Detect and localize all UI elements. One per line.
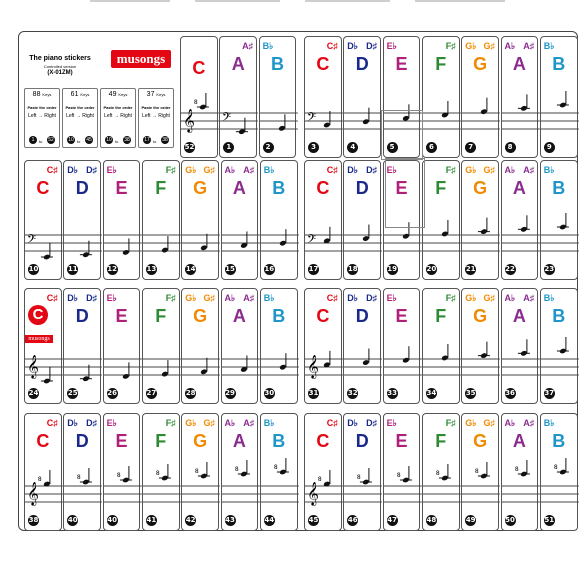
key-sticker-c (24, 413, 62, 531)
key-number-badge: 24 (28, 389, 39, 397)
key-number-badge: 40 (107, 516, 117, 524)
note-name: A (512, 178, 526, 198)
key-number-badge: 17 (308, 265, 319, 273)
key-number-badge: 4 (347, 142, 358, 153)
flat-label: G♭ (465, 165, 477, 175)
treble-clef-icon: 𝄞 (183, 108, 195, 132)
key-sticker-e (383, 413, 421, 531)
key-number-badge: 35 (465, 389, 476, 397)
octave-mark: 8 (514, 466, 519, 473)
flat-label: A♭ (224, 418, 236, 428)
key-number-badge: 5 (387, 142, 398, 153)
guide-count: 49 Keys (108, 91, 128, 98)
key-number-badge: 14 (185, 265, 196, 273)
sharp-label: G♯ (483, 418, 495, 428)
sharp-label: F♯ (445, 418, 456, 428)
small-brand-logo: musongs (25, 335, 53, 343)
note-name: G (473, 178, 488, 198)
octave-mark: 8 (116, 472, 121, 479)
octave-mark: 8 (195, 468, 199, 475)
guide-to-badge: 38 (162, 137, 168, 143)
key-number-badge: 37 (544, 389, 555, 397)
guide-direction: Left → Right (66, 113, 94, 119)
key-sticker-g (461, 288, 499, 404)
bass-clef-icon: 𝄢 (27, 233, 37, 249)
sharp-label: A♯ (243, 165, 255, 175)
sharp-label: D♯ (86, 293, 98, 303)
guide-count: 37 Keys (146, 91, 166, 98)
note-name: B (552, 431, 566, 451)
key-number-badge: 29 (225, 389, 235, 397)
sharp-label: G♯ (483, 41, 495, 51)
note-name: B (552, 178, 566, 198)
guide-paste-label: Paste the order (141, 105, 171, 110)
guide-direction: Left → Right (104, 113, 132, 119)
key-sticker-c (24, 160, 62, 280)
note-name: B (552, 306, 566, 326)
octave-mark: 8 (37, 476, 42, 483)
note-name: A (512, 54, 526, 74)
key-sticker-a (501, 413, 539, 531)
sharp-label: C♯ (46, 165, 58, 175)
flat-label: B♭ (263, 293, 275, 303)
note-name: E (395, 54, 408, 74)
note-name: G (473, 54, 488, 74)
note-name: B (272, 306, 286, 326)
sharp-label: F♯ (165, 293, 176, 303)
key-sticker-d (343, 288, 381, 404)
sharp-label: F♯ (445, 165, 456, 175)
key-sticker-a (221, 160, 259, 280)
flat-label: E♭ (106, 293, 117, 303)
key-sticker-b (540, 36, 578, 158)
note-name: F (155, 431, 167, 451)
note-name: E (115, 178, 128, 198)
sharp-label: D♯ (366, 165, 378, 175)
key-number-badge: 31 (308, 389, 319, 397)
note-name: D (75, 178, 89, 198)
flat-label: B♭ (543, 41, 555, 51)
note-name: G (193, 306, 208, 326)
key-sticker-g (461, 413, 499, 531)
key-sticker-f (142, 288, 180, 404)
key-sticker-d (343, 413, 381, 531)
key-sticker-e (383, 288, 421, 404)
sharp-label: A♯ (242, 41, 254, 51)
key-sticker-g (181, 413, 219, 531)
key-sticker-f (422, 160, 460, 280)
note-name: A (232, 306, 246, 326)
octave-mark: 8 (396, 472, 401, 479)
guide-count: 61 Keys (70, 91, 90, 98)
key-sticker-a (501, 160, 539, 280)
guide-paste-label: Paste the order (27, 105, 57, 110)
octave-mark: 8 (553, 464, 558, 471)
treble-clef-icon: 𝄞 (27, 354, 39, 378)
bass-clef-icon: 𝄢 (222, 111, 232, 127)
octave-mark: 8 (155, 470, 160, 477)
key-sticker-d (63, 160, 101, 280)
staff-notation (502, 466, 540, 522)
sharp-label: C♯ (46, 418, 58, 428)
key-number-badge: 21 (465, 265, 476, 273)
key-number-badge: 30 (264, 389, 275, 397)
flat-label: A♭ (504, 41, 516, 51)
staff-notation (222, 221, 260, 271)
top-edge-line (90, 0, 170, 2)
sharp-label: A♯ (243, 418, 255, 428)
key-sticker-g (461, 36, 499, 158)
key-number-badge: 3 (308, 142, 319, 153)
key-sticker-a (221, 413, 259, 531)
note-name: F (435, 54, 447, 74)
sharp-label: A♯ (523, 41, 535, 51)
guide-61-keys (62, 88, 98, 148)
key-sticker-e (103, 160, 141, 280)
key-number-badge: 8 (505, 142, 516, 153)
sharp-label: C♯ (46, 293, 58, 303)
product-title: The piano stickers (29, 55, 91, 62)
flat-label: D♭ (67, 418, 79, 428)
key-sticker-a (221, 288, 259, 404)
note-name: D (355, 431, 369, 451)
guide-paste-label: Paste the order (103, 105, 133, 110)
guide-paste-label: Paste the order (65, 105, 95, 110)
sharp-label: C♯ (326, 418, 338, 428)
key-number-badge: 25 (67, 389, 78, 397)
guide-to-badge: 52 (48, 137, 54, 143)
octave-mark: 8 (193, 99, 198, 106)
key-sticker-g (181, 160, 219, 280)
sharp-label: G♯ (203, 418, 215, 428)
octave-mark: 8 (475, 468, 479, 475)
key-sticker-b (540, 413, 578, 531)
note-name: D (355, 306, 369, 326)
staff-notation (502, 345, 540, 395)
sharp-label: A♯ (523, 165, 535, 175)
key-sticker-c (180, 36, 218, 158)
treble-clef-icon: 𝄞 (307, 481, 319, 505)
octave-mark: 8 (77, 474, 82, 481)
sharp-label: G♯ (483, 293, 495, 303)
key-number-badge: 42 (185, 516, 196, 524)
key-number-badge: 46 (347, 516, 358, 524)
flat-label: E♭ (386, 293, 397, 303)
key-sticker-b (260, 288, 298, 404)
sharp-label: F♯ (165, 418, 176, 428)
sharp-label: D♯ (86, 418, 98, 428)
note-name: G (193, 178, 208, 198)
key-number-badge: 12 (107, 265, 117, 273)
key-sticker-b (260, 160, 298, 280)
key-number-badge: 10 (28, 265, 39, 273)
flat-label: D♭ (347, 165, 359, 175)
key-sticker-b (259, 36, 297, 158)
note-name: D (355, 178, 369, 198)
treble-clef-icon: 𝄞 (27, 481, 39, 505)
top-edge-line (195, 0, 280, 2)
product-model: (X-01ZM) (47, 70, 73, 76)
note-name: C (36, 431, 50, 451)
note-name: F (435, 178, 447, 198)
key-number-badge: 6 (426, 142, 437, 153)
key-sticker-b (540, 160, 578, 280)
key-number-badge: 50 (505, 516, 515, 524)
key-sticker-c (304, 160, 342, 280)
note-name: C (316, 178, 330, 198)
key-number-badge: 20 (426, 265, 437, 273)
note-name: B (272, 431, 286, 451)
sharp-label: C♯ (326, 293, 338, 303)
guide-from-badge: 10 (68, 137, 74, 143)
flat-label: E♭ (386, 41, 397, 51)
key-number-badge: 26 (107, 389, 117, 397)
note-name: G (473, 431, 488, 451)
flat-label: D♭ (67, 293, 79, 303)
key-sticker-b (540, 288, 578, 404)
note-name: C (36, 178, 50, 198)
key-sticker-e (103, 413, 141, 531)
flat-label: B♭ (543, 165, 555, 175)
product-info (24, 55, 96, 76)
flat-label: D♭ (347, 293, 359, 303)
key-sticker-f (142, 160, 180, 280)
key-number-badge: 23 (544, 265, 555, 273)
flat-label: A♭ (504, 165, 516, 175)
key-number-badge: 18 (347, 265, 358, 273)
sharp-label: C♯ (326, 165, 338, 175)
key-sticker-c (304, 413, 342, 531)
product-subtitle: Controlled version (43, 64, 77, 69)
bass-clef-icon: 𝄢 (307, 233, 317, 249)
note-name: C (316, 54, 330, 74)
key-number-badge: 44 (264, 516, 275, 524)
key-sticker-a (219, 36, 257, 158)
key-sticker-f (422, 36, 460, 158)
sharp-label: G♯ (483, 165, 495, 175)
note-name: F (435, 431, 447, 451)
top-edge-line (305, 0, 390, 2)
key-number-badge: 34 (426, 389, 437, 397)
key-number-badge: 9 (544, 142, 555, 153)
key-number-badge: 11 (67, 265, 78, 273)
key-number-badge: 15 (225, 265, 235, 273)
note-name: A (231, 54, 245, 74)
flat-label: E♭ (386, 418, 397, 428)
flat-label: A♭ (504, 418, 516, 428)
key-number-badge: 51 (544, 516, 555, 524)
key-number-badge: 32 (347, 389, 358, 397)
key-number-badge: 7 (465, 142, 476, 153)
key-sticker-g (181, 288, 219, 404)
note-name: E (115, 306, 128, 326)
placement-guide-frame (381, 110, 423, 160)
key-number-badge: 16 (264, 265, 275, 273)
flat-label: E♭ (106, 418, 117, 428)
sharp-label: D♯ (366, 293, 378, 303)
key-sticker-b (260, 413, 298, 531)
bass-clef-icon: 𝄢 (307, 111, 317, 127)
key-number-badge: 19 (387, 265, 397, 273)
staff-notation (502, 99, 540, 149)
guide-to-badge: 38 (124, 137, 130, 143)
note-name: A (512, 431, 526, 451)
key-sticker-d (63, 413, 101, 531)
guide-direction: Left → Right (28, 113, 56, 119)
sharp-label: D♯ (366, 418, 378, 428)
note-name: F (435, 306, 447, 326)
key-number-badge: 48 (426, 516, 437, 524)
flat-label: G♭ (465, 293, 477, 303)
key-sticker-g (461, 160, 499, 280)
key-number-badge: 13 (146, 265, 157, 273)
note-name: B (272, 178, 286, 198)
octave-mark: 8 (273, 464, 278, 471)
c-badge-logo: C (28, 305, 48, 325)
flat-label: B♭ (262, 41, 274, 51)
key-sticker-c (304, 36, 342, 158)
guide-49-keys (100, 88, 136, 148)
octave-mark: 8 (357, 474, 362, 481)
flat-label: D♭ (347, 41, 359, 51)
note-name: C (192, 58, 206, 78)
key-number-badge: 47 (387, 516, 397, 524)
key-sticker-f (422, 413, 460, 531)
key-sticker-f (422, 288, 460, 404)
sharp-label: F♯ (165, 165, 176, 175)
key-sticker-f (142, 413, 180, 531)
key-number-badge: 36 (505, 389, 515, 397)
treble-clef-icon: 𝄞 (307, 354, 319, 378)
flat-label: G♭ (185, 293, 197, 303)
note-name: C (316, 431, 330, 451)
key-sticker-c (304, 288, 342, 404)
flat-label: B♭ (263, 418, 275, 428)
note-name: D (75, 306, 89, 326)
note-name: A (232, 178, 246, 198)
guide-37-keys (138, 88, 174, 148)
sharp-label: D♯ (366, 41, 378, 51)
note-name: G (473, 306, 488, 326)
guide-from-badge: 1 (29, 136, 37, 144)
guide-to-label: to (39, 139, 43, 144)
note-name: E (395, 178, 408, 198)
key-sticker-d (343, 160, 381, 280)
flat-label: A♭ (224, 293, 236, 303)
flat-label: G♭ (185, 418, 197, 428)
key-number-badge: 41 (146, 516, 157, 524)
key-number-badge: 49 (465, 516, 476, 524)
flat-label: B♭ (543, 293, 555, 303)
staff-notation (222, 466, 260, 522)
guide-to-label: to (153, 139, 157, 144)
key-number-badge: 28 (185, 389, 196, 397)
note-name: F (155, 306, 167, 326)
key-sticker-d (343, 36, 381, 158)
key-number-badge: 40 (67, 516, 78, 524)
note-name: C (316, 306, 330, 326)
flat-label: D♭ (347, 418, 359, 428)
note-name: D (355, 54, 369, 74)
flat-label: B♭ (543, 418, 555, 428)
flat-label: G♭ (185, 165, 197, 175)
key-sticker-a (501, 288, 539, 404)
note-name: B (552, 54, 566, 74)
top-edge-line (415, 0, 505, 2)
flat-label: G♭ (465, 418, 477, 428)
note-name: E (115, 431, 128, 451)
flat-label: B♭ (263, 165, 275, 175)
note-name: F (155, 178, 167, 198)
flat-label: G♭ (465, 41, 477, 51)
guide-to-badge: 45 (86, 137, 92, 143)
guide-to-label: to (115, 139, 119, 144)
key-number-badge: 2 (263, 142, 274, 153)
flat-label: E♭ (106, 165, 117, 175)
key-number-badge: 33 (387, 389, 397, 397)
key-number-badge: 1 (223, 142, 234, 153)
key-number-badge: 22 (505, 265, 515, 273)
flat-label: A♭ (224, 165, 236, 175)
guide-direction: Left → Right (142, 113, 170, 119)
flat-label: D♭ (67, 165, 79, 175)
key-sticker-e (103, 288, 141, 404)
staff-notation (502, 221, 540, 271)
brand-logo: musongs (111, 50, 171, 68)
sharp-label: G♯ (203, 293, 215, 303)
sharp-label: A♯ (243, 293, 255, 303)
key-sticker-a (501, 36, 539, 158)
placement-guide-frame (385, 158, 425, 228)
sharp-label: D♯ (86, 165, 98, 175)
guide-from-badge: 10 (106, 137, 112, 143)
note-name: A (232, 431, 246, 451)
key-sticker-d (63, 288, 101, 404)
key-number-badge: 45 (308, 516, 319, 524)
sharp-label: G♯ (203, 165, 215, 175)
flat-label: E♭ (386, 165, 397, 175)
sharp-label: C♯ (326, 41, 338, 51)
note-name: B (270, 54, 284, 74)
note-name: D (75, 431, 89, 451)
key-number-badge: 43 (225, 516, 235, 524)
key-number-badge: 52 (184, 143, 195, 151)
key-number-badge: 27 (146, 389, 157, 397)
guide-count: 88 Keys (32, 91, 52, 98)
octave-mark: 8 (435, 470, 440, 477)
octave-mark: 8 (317, 476, 322, 483)
sharp-label: A♯ (523, 418, 535, 428)
flat-label: A♭ (504, 293, 516, 303)
guide-to-label: to (77, 139, 81, 144)
note-name: E (395, 431, 408, 451)
sharp-label: F♯ (445, 293, 456, 303)
key-number-badge: 38 (28, 516, 39, 524)
note-name: E (395, 306, 408, 326)
staff-notation (222, 345, 260, 395)
sharp-label: A♯ (523, 293, 535, 303)
note-name: G (193, 431, 208, 451)
guide-from-badge: 17 (144, 137, 150, 143)
guide-88-keys (24, 88, 60, 148)
octave-mark: 8 (234, 466, 239, 473)
note-name: A (512, 306, 526, 326)
sharp-label: F♯ (445, 41, 456, 51)
